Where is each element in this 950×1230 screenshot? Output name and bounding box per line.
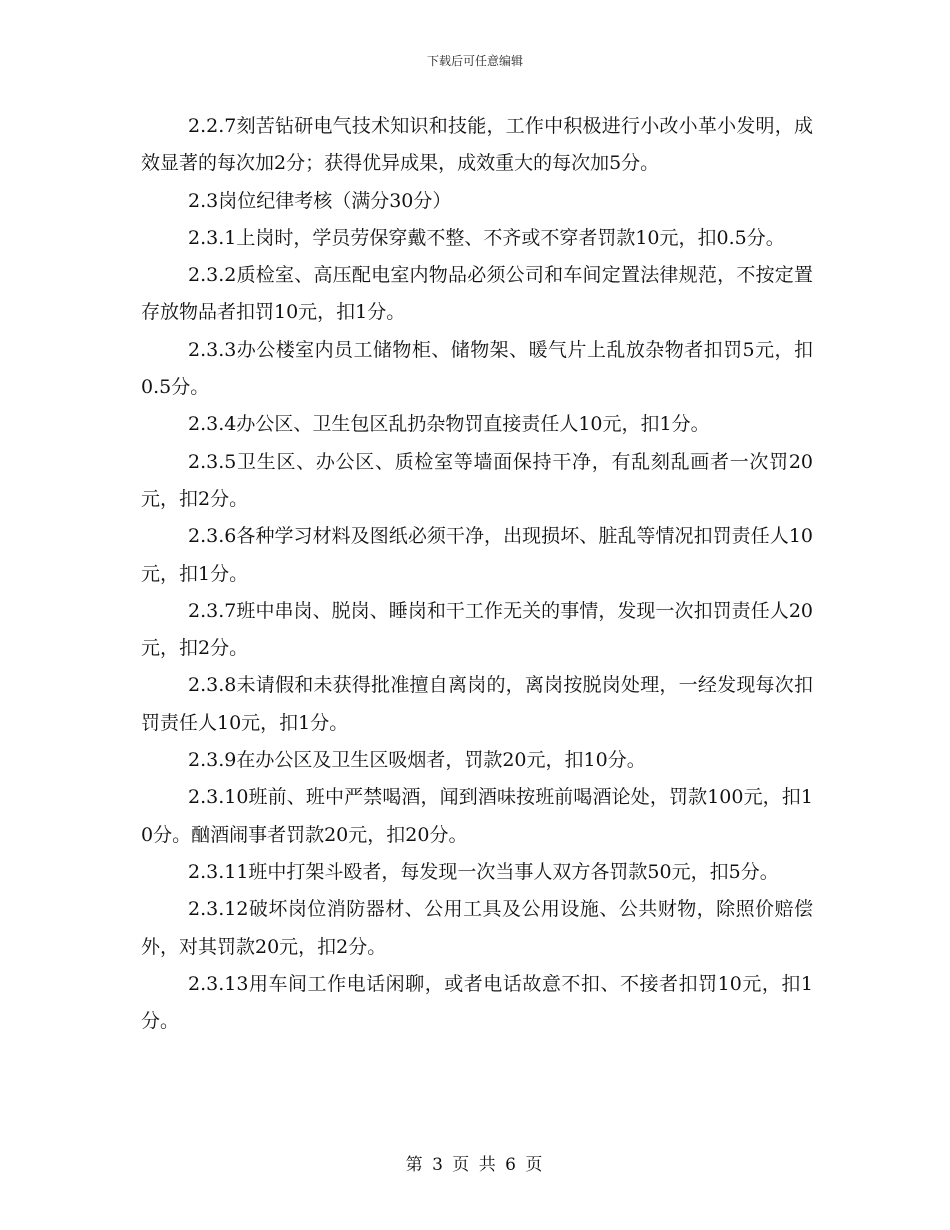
section-heading-2-3: 2.3岗位纪律考核（满分30分） xyxy=(188,189,452,212)
paragraph-2-2-7: 2.2.7刻苦钻研电气技术知识和技能，工作中积极进行小改小革小发明，成效显著的每次加2分；获得优异成果，成效重大的每次加5分。 xyxy=(141,115,813,175)
paragraph-2-3-3: 2.3.3办公楼室内员工储物柜、储物架、暖气片上乱放杂物者扣罚5元，扣0.5分。 xyxy=(141,338,813,399)
paragraph-2-3-8: 2.3.8未请假和未获得批准擅自离岗的，离岗按脱岗处理，一经发现每次扣罚责任人10元，扣1分。 xyxy=(141,674,813,734)
paragraph-2-3-10: 2.3.10班前、班中严禁喝酒，闻到酒味按班前喝酒论处，罚款100元，扣10分。酗酒闹事者罚款20元，扣20分。 xyxy=(141,786,813,846)
paragraph-2-3-12: 2.3.12破坏岗位消防器材、公用工具及公用设施、公共财物，除照价赔偿外，对其罚款20元，扣2分。 xyxy=(141,898,813,958)
paragraph-2-3-9: 2.3.9在办公区及卫生区吸烟者，罚款20元，扣10分。 xyxy=(188,749,646,772)
page-header-note: 下载后可任意编辑 xyxy=(426,54,523,68)
paragraph-2-3-5: 2.3.5卫生区、办公区、质检室等墙面保持干净，有乱刻乱画者一次罚20元，扣2分。 xyxy=(141,450,813,510)
document-body xyxy=(141,108,813,1040)
page-number-footer: 第 3 页 共 6 页 xyxy=(405,1155,545,1175)
paragraph-2-3-6: 2.3.6各种学习材料及图纸必须干净，出现损坏、脏乱等情况扣罚责任人10元，扣1分。 xyxy=(141,525,813,585)
paragraph-2-3-11: 2.3.11班中打架斗殴者，每发现一次当事人双方各罚款50元，扣5分。 xyxy=(188,860,779,883)
paragraph-2-3-1: 2.3.1上岗时，学员劳保穿戴不整、不齐或不穿者罚款10元，扣0.5分。 xyxy=(188,226,785,249)
paragraph-2-3-13: 2.3.13用车间工作电话闲聊，或者电话故意不扣、不接者扣罚10元，扣1分。 xyxy=(141,972,813,1033)
paragraph-2-3-7: 2.3.7班中串岗、脱岗、睡岗和干工作无关的事情，发现一次扣罚责任人20元，扣2分。 xyxy=(141,599,813,660)
paragraph-2-3-2: 2.3.2质检室、高压配电室内物品必须公司和车间定置法律规范，不按定置存放物品者扣罚10元，扣1分。 xyxy=(141,264,813,324)
paragraph-2-3-4: 2.3.4办公区、卫生包区乱扔杂物罚直接责任人10元，扣1分。 xyxy=(188,413,710,436)
